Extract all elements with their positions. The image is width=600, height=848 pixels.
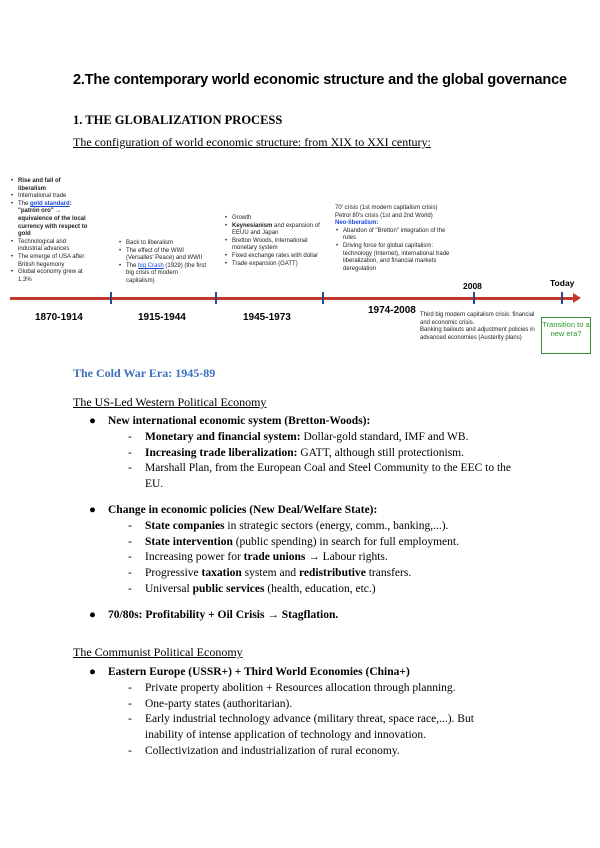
list-item: ● New international economic system (Bretton-Woods): xyxy=(89,415,371,427)
section-heading: 1. THE GLOBALIZATION PROCESS xyxy=(73,113,283,127)
timeline-tick xyxy=(322,292,324,304)
section-subtitle: The configuration of world economic structure: from XIX to XXI century: xyxy=(73,135,431,149)
gold-standard-link[interactable]: gold standard xyxy=(30,200,70,207)
list-item: - Early industrial technology advance (military threat, space race,...). But inability of intense application of technology and innovation. xyxy=(128,713,474,742)
timeline-tick xyxy=(473,292,475,304)
label-today: Today xyxy=(550,278,575,288)
timeline-tick xyxy=(110,292,112,304)
us-led-heading: The US-Led Western Political Economy xyxy=(73,395,267,409)
eastern-list xyxy=(89,665,538,760)
timeline-tick xyxy=(561,292,563,304)
timeline-col-2008: Third big modern capitalism crisis: financial and economic crisis. Banking bailouts and adjustment policies in advanced economies (Austerity plans) xyxy=(420,312,535,341)
timeline-col-1945: • Growth • Keynesianism and expansion of EEUU and Japan • Bretton Woods, international monetary system • Fixed exchange rates with dollar • Trade expansion (GATT) xyxy=(224,215,322,268)
transition-box: Transition to a new era? xyxy=(541,317,591,354)
timeline-tick xyxy=(215,292,217,304)
timeline-col-1915: • Back to liberalism • The effect of the WWI (Versalles' Peace) and WWII • The big Crash (1929) (the first big crisis of modern capitalism) xyxy=(118,240,208,286)
communist-heading: The Communist Political Economy xyxy=(73,645,243,659)
timeline-axis xyxy=(10,297,575,300)
list-item: - Increasing power for trade unions → Labour rights. xyxy=(128,551,388,564)
list-item: - Collectivization and industrialization of rural economy. xyxy=(128,744,400,757)
label-2008: 2008 xyxy=(463,281,482,291)
list-item: - Increasing trade liberalization: GATT, although still protectionism. xyxy=(128,446,464,459)
period-label: 1870-1914 xyxy=(35,312,83,323)
stagflation-list xyxy=(89,608,538,624)
list-item: - State intervention (public spending) in search for full employment. xyxy=(128,535,459,548)
big-crash-link[interactable]: big Crash xyxy=(138,262,164,269)
period-label: 1915-1944 xyxy=(138,312,186,323)
bretton-woods-list xyxy=(89,414,538,493)
timeline-arrow-icon xyxy=(573,293,581,303)
list-item: - Private property abolition + Resources allocation through planning. xyxy=(128,681,456,694)
list-item: - One-party states (authoritarian). xyxy=(128,697,293,710)
cold-war-heading: The Cold War Era: 1945-89 xyxy=(73,366,216,380)
timeline-col-1870: • Rise and fall of liberalism • International trade • The gold standard: "patrón oro" → equivalence of the local currency with respect to gold • Technological and industrial advances • The emerge of USA after British hegemony • Global economy grew at 1.3% xyxy=(10,178,90,284)
list-item: ● 70/80s: Profitability + Oil Crisis → Stagflation. xyxy=(89,609,339,621)
period-label: 1974-2008 xyxy=(368,305,416,316)
document-title: 2.The contemporary world economic structure and the global governance xyxy=(73,72,567,88)
list-item: - Marshall Plan, from the European Coal and Steel Community to the EEC to the EU. xyxy=(128,462,512,491)
period-label: 1945-1973 xyxy=(243,312,291,323)
timeline-col-1974: 70' crisis (1st modern capitalism crisis) Petrol 80's crisis (1st and 2nd World) Neo-liberalism: • Abandon of "Bretton" integration of the rules • Driving force for global capitalism: technology (Internet), international trade liberalization, and financial markets deregulation xyxy=(335,205,453,273)
list-item: ● Change in economic policies (New Deal/Welfare State): xyxy=(89,504,378,516)
list-item: - State companies in strategic sectors (energy, comm., banking,...). xyxy=(128,519,449,532)
list-item: - Progressive taxation system and redistributive transfers. xyxy=(128,567,412,580)
economic-policies-list xyxy=(89,503,538,598)
list-item: - Universal public services (health, education, etc.) xyxy=(128,582,376,595)
list-item: - Monetary and financial system: Dollar-gold standard, IMF and WB. xyxy=(128,430,469,443)
list-item: ● Eastern Europe (USSR+) + Third World Economies (China+) xyxy=(89,666,410,678)
